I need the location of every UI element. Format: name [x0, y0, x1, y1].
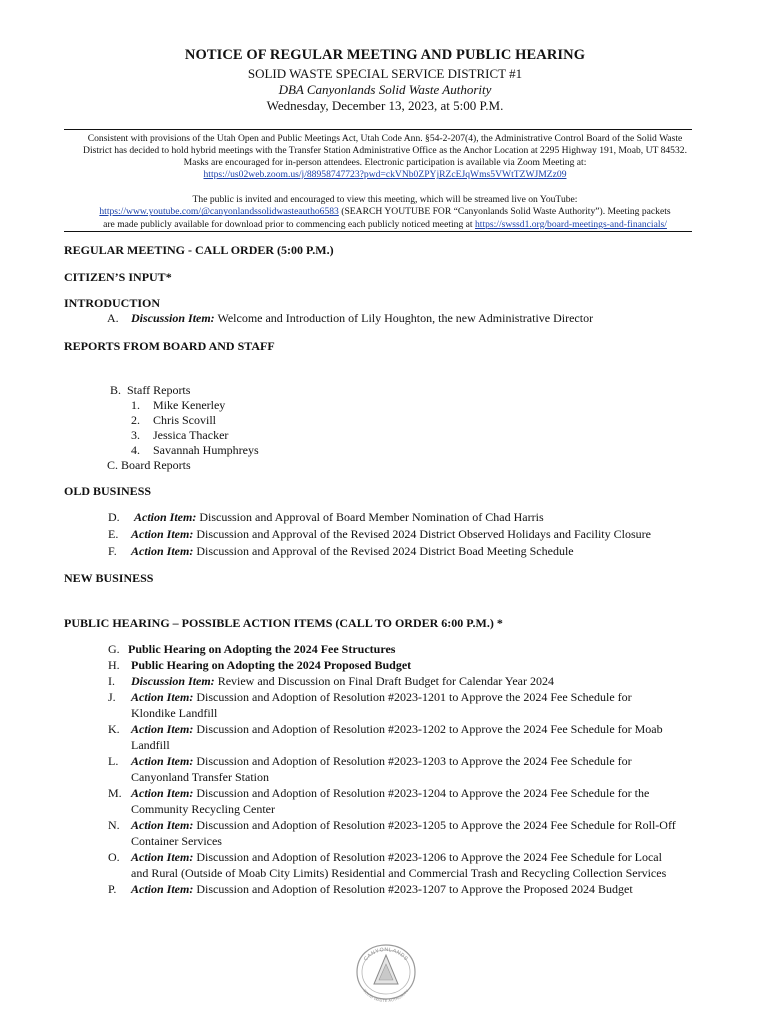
- agenda-item-d: [108, 509, 544, 525]
- notice-line-5: (SEARCH YOUTUBE FOR “Canyonlands Solid Waste Authority”). Meeting packets: [338, 206, 671, 218]
- item-kind: Action Item:: [134, 510, 197, 524]
- agenda-item-k: [108, 721, 663, 737]
- item-text: Discussion and Approval of the Revised 2024 District Observed Holidays and Facility Closure: [193, 527, 651, 541]
- item-text: Discussion and Adoption of Resolution #2023-1201 to Approve the 2024 Fee Schedule for: [193, 690, 632, 704]
- notice-line-2: District has decided to hold hybrid meetings with the Transfer Station Administrative Office as the Anchor Location at 2295 Highway 191, Moab, UT 84532.: [83, 145, 687, 157]
- staff-report-row: [131, 397, 225, 413]
- item-continuation: Canyonland Transfer Station: [131, 770, 269, 784]
- item-text: Discussion and Adoption of Resolution #2023-1206 to Approve the 2024 Fee Schedule for Local: [193, 850, 662, 864]
- district-seal-icon: [351, 942, 421, 1002]
- notice-line-6: are made publicly available for download prior to commencing each publicly noticed meeting at: [103, 218, 475, 230]
- item-text: Discussion and Adoption of Resolution #2023-1202 to Approve the 2024 Fee Schedule for Moab: [193, 722, 663, 736]
- item-text: Welcome and Introduction of Lily Houghton, the new Administrative Director: [214, 311, 594, 325]
- item-letter: J.: [108, 690, 116, 704]
- seal-top-text: CANYONLANDS: [362, 946, 410, 963]
- staff-name: Chris Scovill: [153, 413, 217, 427]
- notice-line-1: Consistent with provisions of the Utah Open and Public Meetings Act, Utah Code Ann. §54-2-207(4), the Administrative Control Board of the Solid Waste: [87, 133, 683, 144]
- item-text: Discussion and Adoption of Resolution #2023-1204 to Approve the 2024 Fee Schedule for the: [193, 786, 650, 800]
- item-text: Discussion and Adoption of Resolution #2023-1203 to Approve the 2024 Fee Schedule for: [193, 754, 632, 768]
- item-letter: O.: [108, 850, 120, 864]
- item-letter: N.: [108, 818, 120, 832]
- item-kind: Action Item:: [131, 527, 194, 541]
- section-citizen-input: CITIZEN’S INPUT*: [64, 270, 172, 284]
- item-text: Public Hearing on Adopting the 2024 Fee Structures: [128, 642, 396, 656]
- row-number: 3.: [131, 428, 140, 442]
- item-letter: M.: [108, 786, 122, 800]
- item-letter: P.: [108, 882, 117, 896]
- item-letter: L.: [108, 754, 119, 768]
- item-kind: Action Item:: [131, 818, 194, 832]
- item-kind: Action Item:: [131, 722, 194, 736]
- item-text: Discussion and Approval of the Revised 2024 District Boad Meeting Schedule: [193, 544, 574, 558]
- item-kind: Action Item:: [131, 850, 194, 864]
- item-text: Discussion and Adoption of Resolution #2023-1205 to Approve the 2024 Fee Schedule for Roll-Off: [193, 818, 676, 832]
- agenda-item-e: [108, 526, 651, 542]
- agenda-item-o: [108, 849, 662, 865]
- agenda-item-g: [108, 641, 395, 657]
- item-letter: A.: [107, 311, 119, 325]
- row-number: 4.: [131, 443, 140, 457]
- item-text: Discussion and Adoption of Resolution #2023-1207 to Approve the Proposed 2024 Budget: [193, 882, 633, 896]
- agenda-item-p: [108, 881, 633, 897]
- staff-name: Jessica Thacker: [153, 428, 229, 442]
- item-kind: Discussion Item:: [131, 311, 215, 325]
- item-letter: D.: [108, 510, 120, 524]
- top-divider: [64, 129, 692, 130]
- section-reports: REPORTS FROM BOARD AND STAFF: [64, 339, 275, 353]
- row-number: 2.: [131, 413, 140, 427]
- item-letter: E.: [108, 527, 119, 541]
- item-continuation: Community Recycling Center: [131, 802, 275, 816]
- section-public-hearing: PUBLIC HEARING – POSSIBLE ACTION ITEMS (CALL TO ORDER 6:00 P.M.) *: [64, 616, 503, 630]
- svg-text:SOLID WASTE AUTHORITY: [362, 989, 409, 1002]
- item-text: Discussion and Approval of Board Member Nomination of Chad Harris: [196, 510, 544, 524]
- notice-line-4: The public is invited and encouraged to view this meeting, which will be streamed live on YouTube:: [192, 194, 578, 206]
- item-letter: B.: [110, 383, 122, 397]
- agenda-item-f: [108, 543, 574, 559]
- item-kind: Action Item:: [131, 882, 194, 896]
- item-letter: I.: [108, 674, 115, 688]
- agenda-item-j: [108, 689, 632, 705]
- section-introduction: INTRODUCTION: [64, 296, 161, 310]
- item-kind: Action Item:: [131, 690, 194, 704]
- staff-report-row: [131, 412, 216, 428]
- section-old-business: OLD BUSINESS: [64, 484, 152, 498]
- item-continuation: Container Services: [131, 834, 222, 848]
- item-kind: Action Item:: [131, 754, 194, 768]
- district-name: SOLID WASTE SPECIAL SERVICE DISTRICT #1: [247, 66, 523, 81]
- agenda-item-c: C. Board Reports: [107, 458, 191, 472]
- seal-bottom-text: SOLID WASTE AUTHORITY: [362, 988, 410, 1002]
- item-letter: K.: [108, 722, 120, 736]
- item-kind: Discussion Item:: [131, 674, 215, 688]
- agenda-item-b: [110, 382, 190, 398]
- item-kind: Action Item:: [131, 786, 194, 800]
- zoom-link[interactable]: https://us02web.zoom.us/j/88958747723?pwd=ckVNb0ZPYjRZcEJqWms5VWtTZWJMZz09: [203, 169, 567, 181]
- dba-name: DBA Canyonlands Solid Waste Authority: [278, 82, 492, 97]
- item-continuation: Klondike Landfill: [131, 706, 218, 720]
- staff-report-row: [131, 427, 228, 443]
- meeting-date: Wednesday, December 13, 2023, at 5:00 P.M.: [266, 98, 504, 113]
- item-letter: G.: [108, 642, 120, 656]
- notice-line-3: Masks are encouraged for in-person attendees. Electronic participation is available via Zoom Meeting at:: [183, 157, 587, 169]
- item-text: Public Hearing on Adopting the 2024 Proposed Budget: [131, 658, 412, 672]
- item-letter: F.: [108, 544, 117, 558]
- notice-title: NOTICE OF REGULAR MEETING AND PUBLIC HEARING: [184, 47, 586, 63]
- item-continuation: Landfill: [131, 738, 170, 752]
- row-number: 1.: [131, 398, 140, 412]
- item-continuation: and Rural (Outside of Moab City Limits) Residential and Commercial Trash and Recycling Collection Services: [131, 866, 667, 880]
- item-letter: H.: [108, 658, 120, 672]
- agenda-item-l: [108, 753, 632, 769]
- staff-name: Savannah Humphreys: [153, 443, 259, 457]
- agenda-item-i: [108, 673, 554, 689]
- section-call-order: REGULAR MEETING - CALL ORDER (5:00 P.M.): [64, 243, 334, 257]
- packets-link[interactable]: https://swssd1.org/board-meetings-and-financials/: [474, 218, 667, 230]
- notice-block: [60, 133, 710, 231]
- item-text: Staff Reports: [127, 383, 191, 397]
- agenda-item-m: [108, 785, 649, 801]
- item-kind: Action Item:: [131, 544, 194, 558]
- youtube-link[interactable]: https://www.youtube.com/@canyonlandssolidwasteautho6583: [99, 206, 339, 218]
- agenda-item-a: [107, 310, 593, 326]
- agenda-item-h: [108, 657, 411, 673]
- agenda-item-n: [108, 817, 676, 833]
- section-new-business: NEW BUSINESS: [64, 571, 154, 585]
- bottom-divider: [64, 231, 692, 232]
- item-text: Review and Discussion on Final Draft Budget for Calendar Year 2024: [214, 674, 554, 688]
- staff-name: Mike Kenerley: [153, 398, 226, 412]
- staff-report-row: [131, 442, 259, 458]
